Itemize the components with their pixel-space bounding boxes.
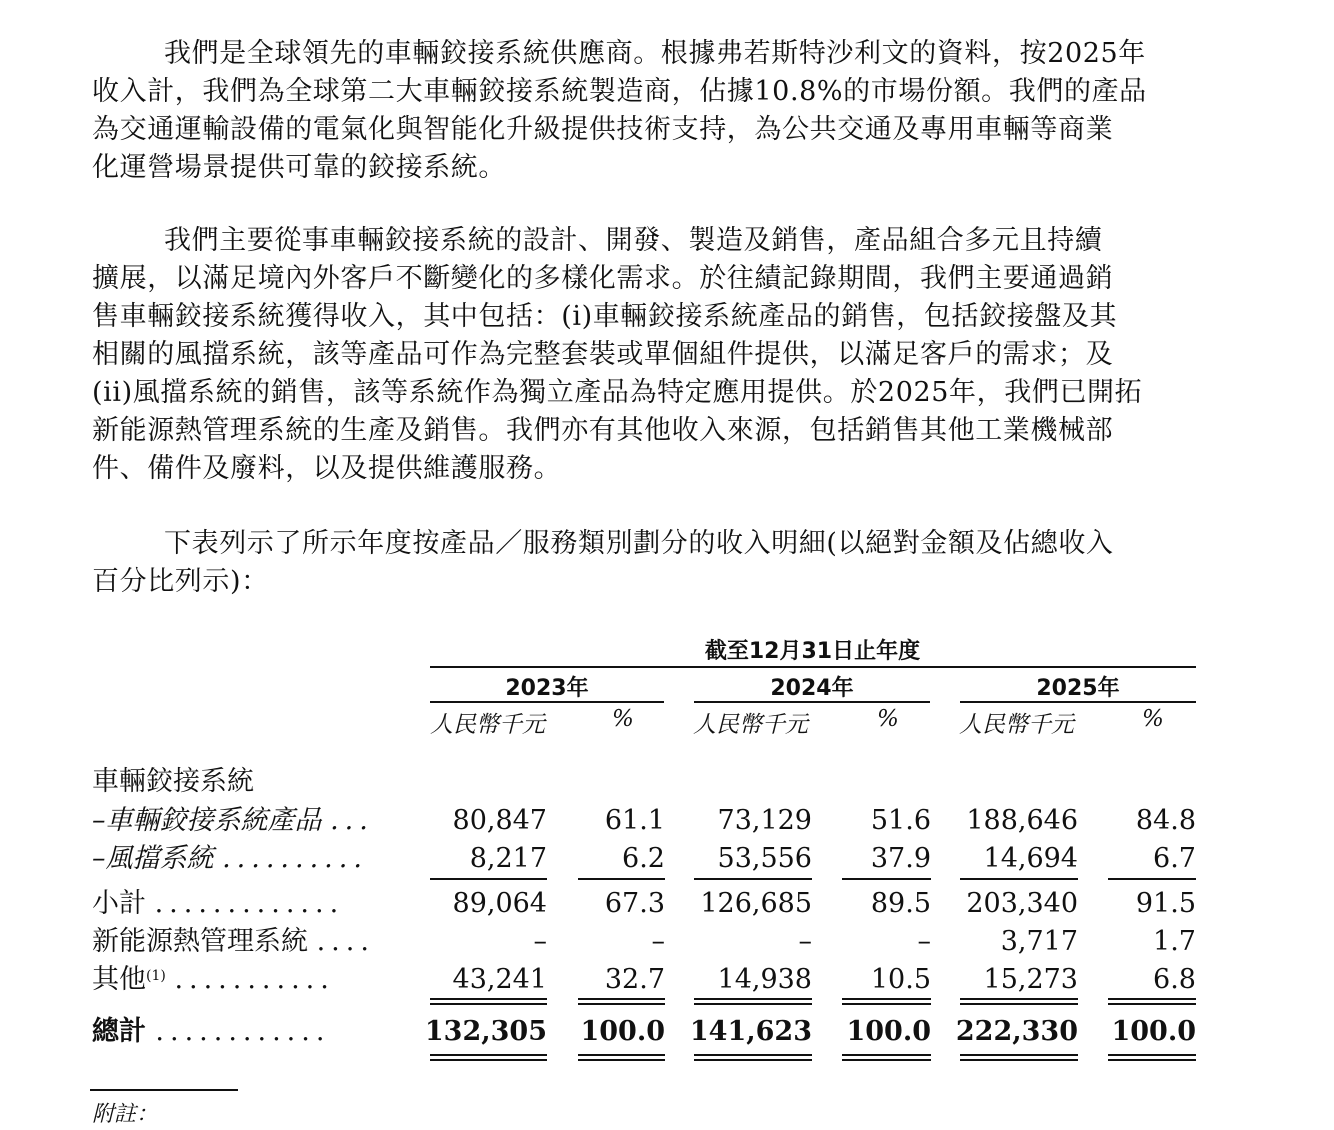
header-rule: [430, 666, 1196, 668]
amount-cell: –: [533, 926, 547, 957]
percent-cell: 6.8: [1153, 964, 1196, 995]
row-label-text: 其他: [92, 964, 146, 995]
footnote-marker: (1): [146, 968, 166, 984]
percent-cell: 6.2: [622, 843, 665, 874]
amount-cell: 73,129: [717, 805, 812, 836]
text-line: 擴展，以滿足境內外客戶不斷變化的多樣化需求。於往績記錄期間，我們主要通過銷: [92, 263, 1114, 294]
percent-cell: 51.6: [870, 805, 931, 836]
section-label: 車輛鉸接系統: [92, 766, 254, 797]
text-line: 新能源熱管理系統的生產及銷售。我們亦有其他收入來源，包括銷售其他工業機械部: [92, 415, 1114, 446]
unit-pct-label: %: [877, 706, 899, 732]
year-2023-header: 2023年: [505, 676, 589, 701]
row-label-text: –風擋系統: [92, 843, 214, 874]
unit-amount-label: 人民幣千元: [693, 712, 808, 738]
amount-cell: 14,938: [717, 964, 812, 995]
footnote-rule: [90, 1089, 238, 1091]
row-label: [92, 961, 335, 999]
subtotal-rule: [960, 878, 1078, 880]
text-line: 收入計，我們為全球第二大車輛鉸接系統製造商，佔據10.8%的市場份額。我們的產品: [92, 76, 1147, 107]
percent-cell: 6.7: [1153, 843, 1196, 874]
percent-cell: 1.7: [1153, 926, 1196, 957]
percent-cell: 100.0: [846, 1016, 931, 1047]
amount-cell: 53,556: [717, 843, 812, 874]
percent-cell: 100.0: [1111, 1016, 1196, 1047]
leader-dots: ...........: [174, 964, 335, 995]
text-line: 百分比列示)：: [92, 566, 269, 597]
leader-dots: ..........: [222, 843, 368, 874]
footnote-label: 附註：: [92, 1102, 159, 1127]
text-line: 下表列示了所示年度按產品／服務類別劃分的收入明細(以絕對金額及佔總收入: [164, 528, 1114, 559]
total-bottom-rule: [960, 1054, 1078, 1056]
amount-cell: 141,623: [689, 1016, 812, 1047]
total-bottom-rule: [578, 1059, 665, 1061]
percent-cell: 84.8: [1135, 805, 1196, 836]
leader-dots: ....: [316, 926, 375, 957]
year-2024-header: 2024年: [770, 676, 854, 701]
total-bottom-rule: [694, 1054, 812, 1056]
text-line: 我們主要從事車輛鉸接系統的設計、開發、製造及銷售，產品組合多元且持續: [164, 225, 1103, 256]
amount-cell: 188,646: [966, 805, 1078, 836]
subtotal-rule: [578, 878, 665, 880]
text-line: 件、備件及廢料，以及提供維護服務。: [92, 453, 562, 484]
total-rule: [694, 1003, 812, 1005]
amount-cell: 8,217: [469, 843, 547, 874]
percent-cell: 10.5: [870, 964, 931, 995]
percent-cell: 100.0: [580, 1016, 665, 1047]
percent-cell: 32.7: [604, 964, 665, 995]
total-bottom-rule: [430, 1059, 547, 1061]
amount-cell: 89,064: [452, 888, 547, 919]
total-rule: [430, 1003, 547, 1005]
total-rule: [1108, 1003, 1196, 1005]
total-bottom-rule: [1108, 1059, 1196, 1061]
year-rule: [694, 701, 930, 703]
amount-cell: 43,241: [452, 964, 547, 995]
period-header: 截至12月31日止年度: [704, 639, 921, 664]
text-line: 化運營場景提供可靠的鉸接系統。: [92, 152, 506, 183]
total-bottom-rule: [694, 1059, 812, 1061]
subtotal-rule: [430, 878, 547, 880]
leader-dots: ...: [330, 805, 374, 836]
intro-paragraph: [92, 35, 1196, 187]
text-line: 我們是全球領先的車輛鉸接系統供應商。根據弗若斯特沙利文的資料，按2025年: [164, 38, 1146, 69]
leader-dots: ............: [155, 1016, 331, 1047]
total-rule: [960, 1003, 1078, 1005]
text-line: 售車輛鉸接系統獲得收入，其中包括：(i)車輛鉸接系統產品的銷售，包括鉸接盤及其: [92, 301, 1118, 332]
unit-pct-label: %: [612, 706, 634, 732]
year-rule: [960, 701, 1196, 703]
amount-cell: 126,685: [700, 888, 812, 919]
total-rule: [578, 1003, 665, 1005]
percent-cell: 89.5: [870, 888, 931, 919]
percent-cell: 61.1: [604, 805, 665, 836]
row-label-text: 總計: [92, 1016, 146, 1047]
subtotal-rule: [694, 878, 812, 880]
row-label-text: –車輛鉸接系統產品: [92, 805, 322, 836]
percent-cell: 91.5: [1135, 888, 1196, 919]
total-rule: [842, 1003, 931, 1005]
amount-cell: 132,305: [424, 1016, 547, 1047]
amount-cell: 222,330: [955, 1016, 1078, 1047]
row-label-text: 新能源熱管理系統: [92, 926, 308, 957]
row-label: [92, 840, 368, 878]
amount-cell: 80,847: [452, 805, 547, 836]
amount-cell: –: [798, 926, 812, 957]
year-rule: [430, 701, 664, 703]
unit-pct-label: %: [1142, 706, 1164, 732]
subtotal-rule: [842, 878, 931, 880]
percent-cell: –: [917, 926, 931, 957]
text-line: (ii)風擋系統的銷售，該等系統作為獨立產品為特定應用提供。於2025年，我們已開拓: [92, 377, 1143, 408]
row-label: [92, 1013, 330, 1051]
row-label: [92, 923, 375, 961]
row-label-text: 小計: [92, 888, 146, 919]
amount-cell: 15,273: [983, 964, 1078, 995]
percent-cell: 67.3: [604, 888, 665, 919]
percent-cell: –: [651, 926, 665, 957]
total-bottom-rule: [430, 1054, 547, 1056]
subtotal-rule: [1108, 878, 1196, 880]
percent-cell: 37.9: [870, 843, 931, 874]
amount-cell: 14,694: [983, 843, 1078, 874]
total-bottom-rule: [842, 1059, 931, 1061]
unit-amount-label: 人民幣千元: [430, 712, 545, 738]
total-bottom-rule: [578, 1054, 665, 1056]
text-line: 相關的風擋系統，該等產品可作為完整套裝或單個組件提供，以滿足客戶的需求；及: [92, 339, 1114, 370]
table-intro-paragraph: [92, 525, 1196, 601]
total-bottom-rule: [960, 1059, 1078, 1061]
row-label: [92, 802, 374, 840]
leader-dots: .............: [154, 888, 345, 919]
unit-amount-label: 人民幣千元: [959, 712, 1074, 738]
amount-cell: 203,340: [966, 888, 1078, 919]
text-line: 為交通運輸設備的電氣化與智能化升級提供技術支持，為公共交通及專用車輛等商業: [92, 114, 1114, 145]
business-paragraph: [92, 222, 1196, 488]
amount-cell: 3,717: [1000, 926, 1078, 957]
row-label: [92, 885, 344, 923]
total-bottom-rule: [1108, 1054, 1196, 1056]
total-bottom-rule: [842, 1054, 931, 1056]
year-2025-header: 2025年: [1036, 676, 1120, 701]
